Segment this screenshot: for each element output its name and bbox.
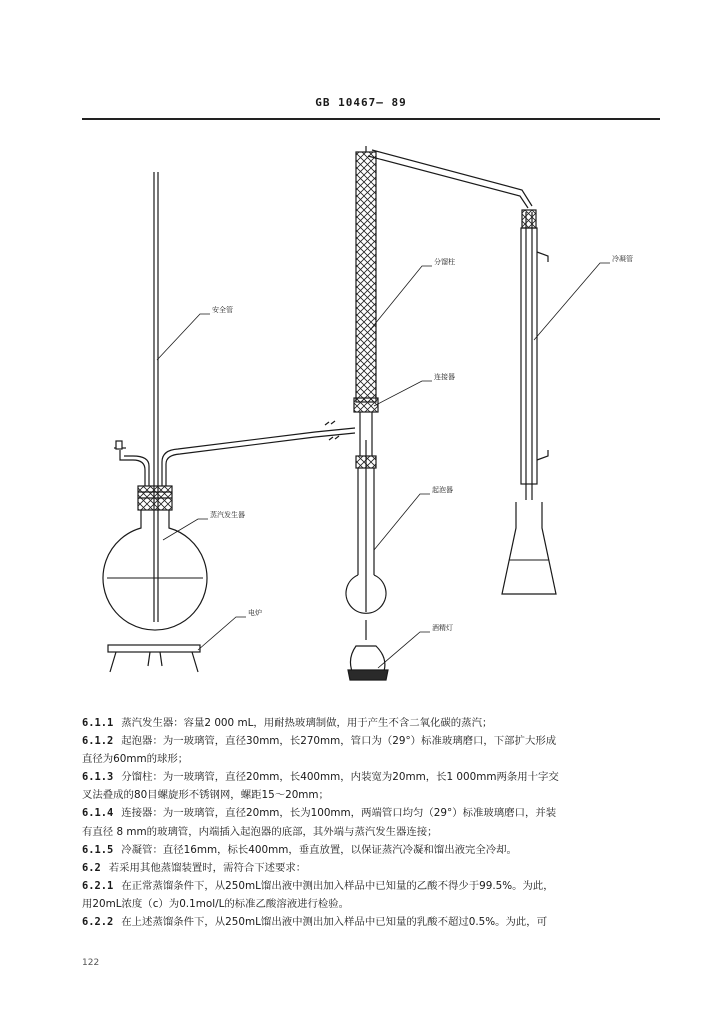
paragraph-6-1-4: 6.1.4 连接器：为一玻璃管，直径20mm，长为100mm，两端管口均匀（29°）标准玻璃磨口，并装 (82, 807, 557, 820)
receiving-flask (502, 502, 556, 594)
paragraph-6-2-2: 6.2.2 在上述蒸馏条件下，从250mL馏出液中测出加入样品中已知量的乳酸不超过0.5%。为此，可 (82, 916, 548, 929)
body-text (82, 714, 662, 931)
label-leaders (157, 263, 610, 668)
bubbler (346, 440, 386, 613)
column-head-tube (368, 150, 532, 208)
document-header: GB 10467— 89 (315, 96, 407, 109)
stopcock-tube (114, 441, 149, 486)
paragraph-6-1-4-cont: 有直径 8 mm的玻璃管，内端插入起泡器的底部，其外端与蒸汽发生器连接； (82, 825, 438, 838)
safety-tube (154, 172, 158, 622)
label-stove: 电炉 (248, 609, 262, 617)
paragraph-6-1-5: 6.1.5 冷凝管：直径16mm，标长400mm，垂直放置，以保证蒸汽冷凝和馏出液完全冷却。 (82, 843, 517, 856)
paragraph-6-1-2: 6.1.2 起泡器：为一玻璃管，直径30mm，长270mm，管口为（29°）标准玻璃磨口，下部扩大形成 (82, 735, 557, 748)
label-condenser: 冷凝管 (612, 255, 633, 263)
paragraph-6-1-1: 6.1.1 蒸汽发生器：容量2 000 mL，用耐热玻璃制做，用于产生不含二氧化碳的蒸汽； (82, 717, 493, 729)
fractionating-column (356, 146, 376, 402)
electric-stove (108, 645, 200, 672)
label-column: 分馏柱 (434, 258, 455, 266)
paragraph-6-2: 6.2 若采用其他蒸馏装置时，需符合下述要求： (82, 861, 307, 874)
label-bubbler: 起泡器 (432, 486, 453, 494)
label-safety-tube: 安全管 (212, 306, 233, 314)
label-steam-generator: 蒸汽发生器 (210, 511, 245, 519)
paragraph-6-1-2-cont: 直径为60mm的球形； (82, 753, 189, 766)
label-connector: 连接器 (434, 373, 455, 381)
alcohol-lamp (348, 620, 388, 680)
condenser (521, 210, 548, 500)
page-number: 122 (82, 958, 100, 968)
steam-delivery-tube (162, 421, 355, 486)
steam-generator-flask (103, 486, 207, 630)
paragraph-6-2-1-cont: 用20mL浓度（c）为0.1mol/L的标准乙酸溶液进行检验。 (82, 897, 350, 910)
paragraph-6-1-3: 6.1.3 分馏柱：为一玻璃管，直径20mm，长400mm，内装宽为20mm，长1 000mm两条用十字交 (82, 771, 559, 784)
paragraph-6-1-3-cont: 叉法叠成的80目螺旋形不锈钢网，螺距15～20mm； (82, 789, 329, 802)
paragraph-6-2-1: 6.2.1 在正常蒸馏条件下，从250mL馏出液中测出加入样品中已知量的乙酸不得少于99.5%。为此， (82, 879, 554, 892)
label-lamp: 酒精灯 (432, 624, 453, 632)
